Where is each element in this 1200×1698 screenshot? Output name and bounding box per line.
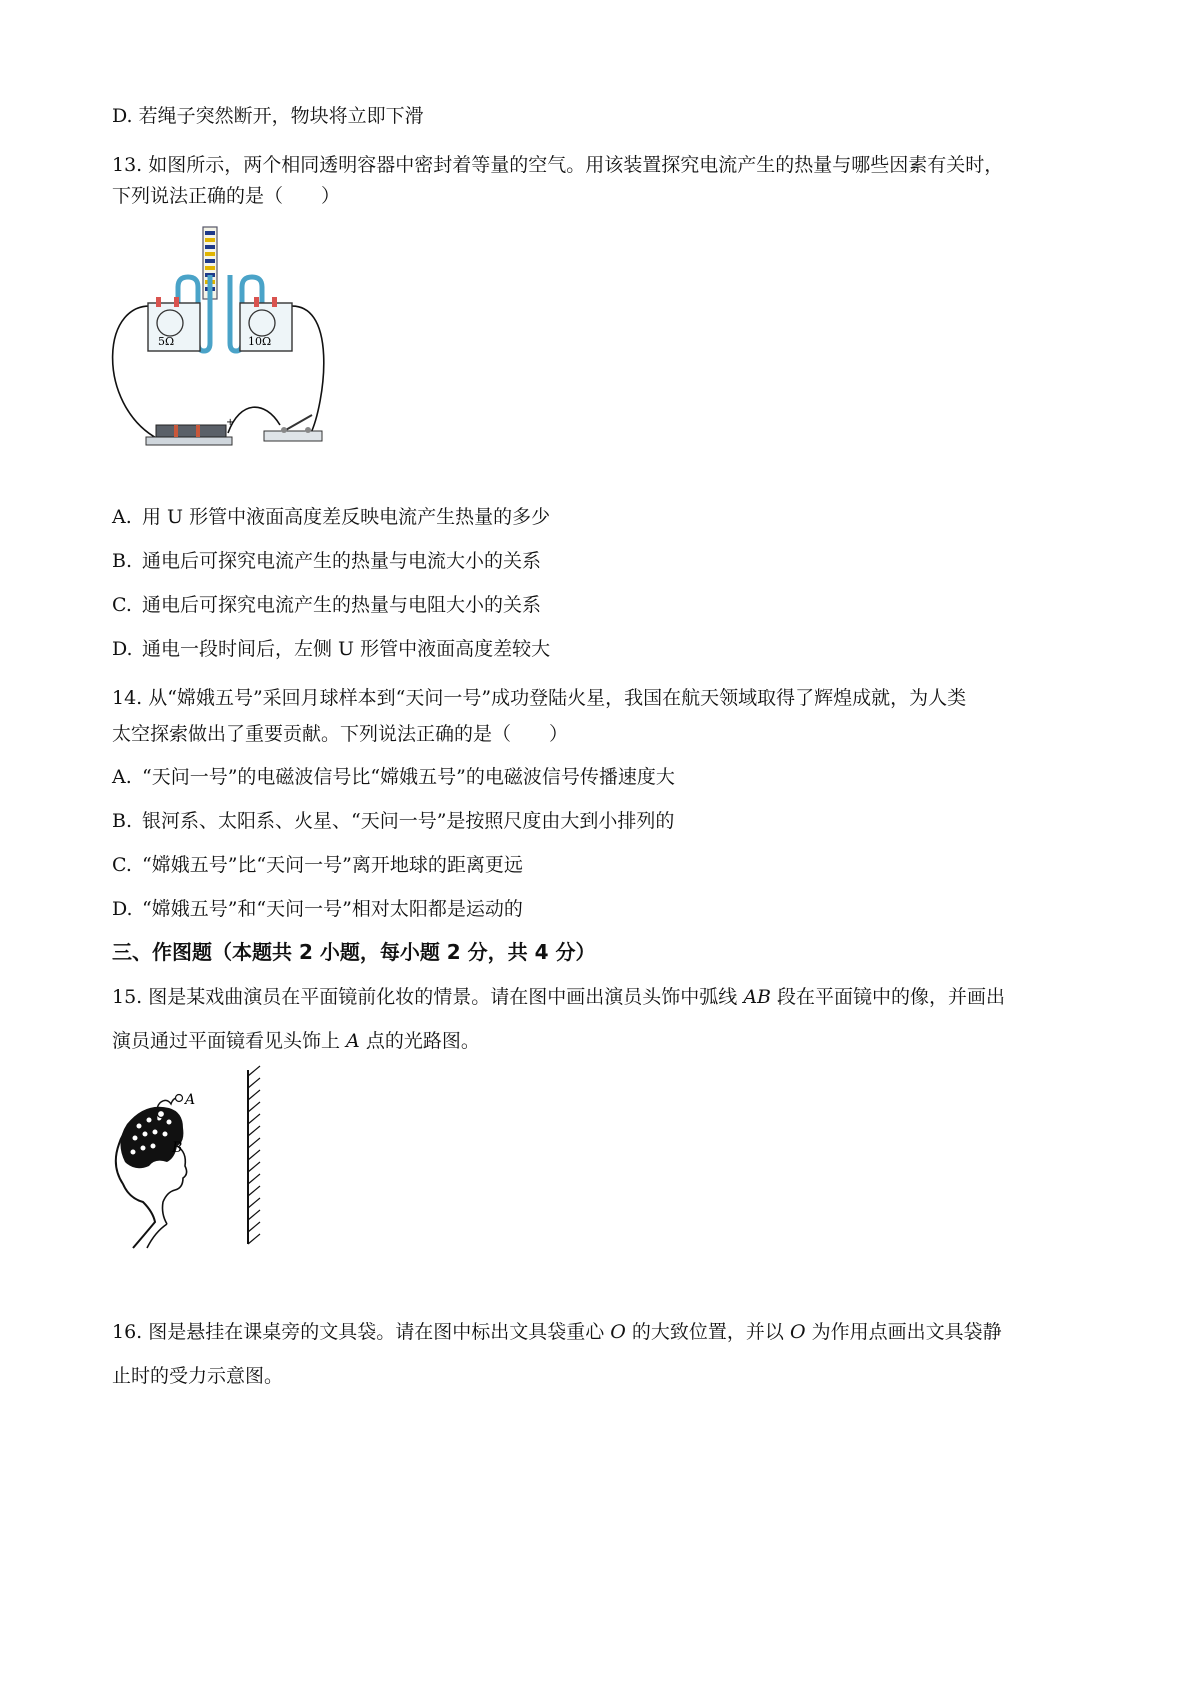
left-terminal-1 (156, 297, 161, 307)
q13-stem-line2: 下列说法正确的是（ ） (112, 185, 341, 207)
q13-circuit-figure (100, 225, 360, 485)
q14-stem-line1: 14. 从“嫦娥五号”采回月球样本到“天问一号”成功登陆火星，我国在航天领域取得了辉煌成就，为人类 (112, 687, 967, 709)
q14-option-b: B. 银河系、太阳系、火星、“天问一号”是按照尺度由大到小排列的 (112, 810, 675, 832)
switch-base (264, 431, 322, 441)
mirror-hatching (248, 1066, 260, 1244)
left-terminal-2 (174, 297, 179, 307)
battery-base (146, 437, 232, 445)
q14-option-a: A. “天问一号”的电磁波信号比“嫦娥五号”的电磁波信号传播速度大 (112, 766, 675, 788)
q13-option-c: C. 通电后可探究电流产生的热量与电阻大小的关系 (112, 594, 542, 616)
section-3-heading: 三、作图题（本题共 2 小题，每小题 2 分，共 4 分） (112, 940, 596, 964)
q12-option-d: D. 若绳子突然断开，物块将立即下滑 (112, 105, 424, 127)
point-a-marker (176, 1095, 183, 1102)
q13-option-b: B. 通电后可探究电流产生的热量与电流大小的关系 (112, 550, 542, 572)
right-terminal-1 (254, 297, 259, 307)
q13-stem-line1: 13. 如图所示，两个相同透明容器中密封着等量的空气。用该装置探究电流产生的热量与哪些因素有关时， (112, 154, 1004, 176)
q15-stem-line2: 演员通过平面镜看见头饰上 A 点的光路图。 (112, 1030, 480, 1052)
q13-option-a: A. 用 U 形管中液面高度差反映电流产生热量的多少 (112, 506, 551, 528)
q16-stem-line1: 16. 图是悬挂在课桌旁的文具袋。请在图中标出文具袋重心 O 的大致位置，并以 O 为作用点画出文具袋静 (112, 1321, 1002, 1343)
q13-option-d: D. 通电一段时间后，左侧 U 形管中液面高度差较大 (112, 638, 551, 660)
right-resistance-label: 10Ω (248, 335, 272, 348)
q14-stem-line2: 太空探索做出了重要贡献。下列说法正确的是（ ） (112, 723, 569, 745)
battery-cells (156, 425, 226, 437)
actor-hair (120, 1107, 183, 1169)
point-b-label: B (172, 1140, 183, 1156)
middle-wire (228, 407, 280, 433)
q16-stem-line2: 止时的受力示意图。 (112, 1365, 284, 1387)
q15-stem-line1: 15. 图是某戏曲演员在平面镜前化妆的情景。请在图中画出演员头饰中弧线 AB 段在平面镜中的像，并画出 (112, 986, 1006, 1008)
left-resistance-label: 5Ω (158, 335, 175, 348)
right-terminal-2 (272, 297, 277, 307)
point-a-label: A (185, 1092, 196, 1108)
q15-mirror-figure (105, 1062, 295, 1252)
q14-option-d: D. “嫦娥五号”和“天问一号”相对太阳都是运动的 (112, 898, 523, 920)
battery-plus-sign: + (226, 417, 235, 428)
point-b-marker (158, 1111, 165, 1118)
q14-option-c: C. “嫦娥五号”比“天问一号”离开地球的距离更远 (112, 854, 523, 876)
